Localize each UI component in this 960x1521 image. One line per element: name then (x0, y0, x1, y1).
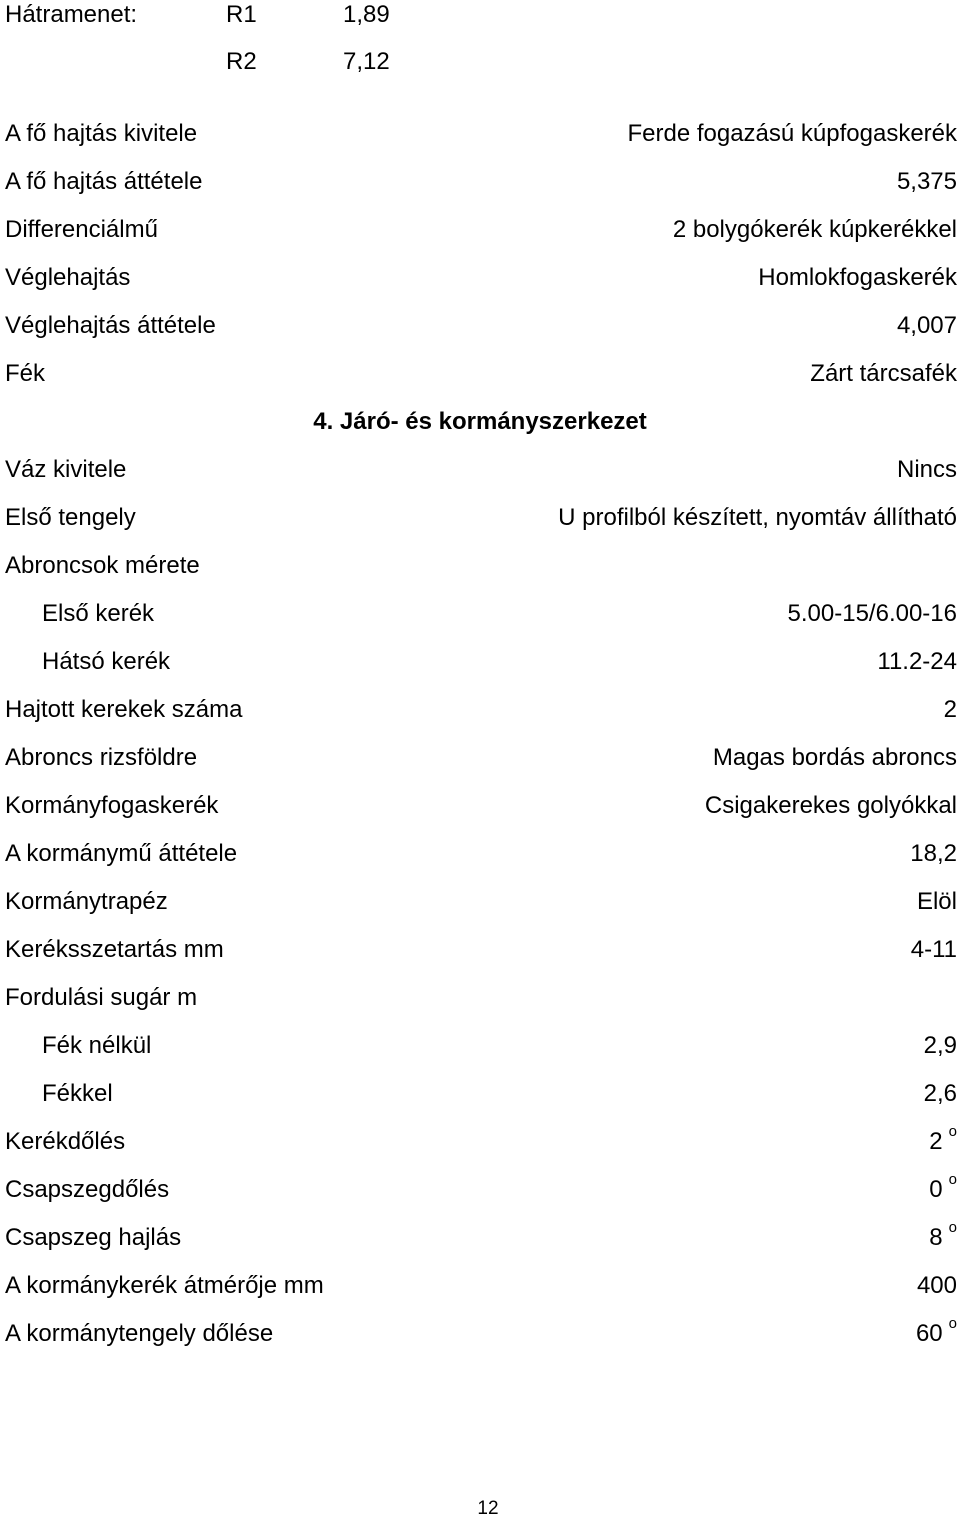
spec-row (0, 647, 960, 677)
spec-value: 2 (943, 696, 957, 723)
spec-row (0, 1271, 960, 1301)
spec-label: Hajtott kerekek száma (5, 696, 243, 723)
reverse-gear-r1-value: 1,89 (343, 1, 390, 28)
spec-value: Csigakerekes golyókkal (704, 792, 957, 819)
spec-value: 2 bolygókerék kúpkerékkel (672, 216, 957, 243)
page-number: 12 (477, 1498, 499, 1519)
spec-row (0, 167, 960, 197)
spec-value: 4,007 (896, 312, 957, 339)
spec-row (0, 119, 960, 149)
spec-row (0, 1315, 960, 1349)
spec-row (0, 1031, 960, 1061)
spec-label: Váz kivitele (5, 456, 127, 483)
spec-row (0, 215, 960, 245)
spec-label: Véglehajtás (5, 264, 131, 291)
angle-value: 2 (929, 1128, 943, 1155)
spec-label: Első tengely (5, 504, 136, 531)
spec-row (0, 263, 960, 293)
spec-label: Kormánytrapéz (5, 888, 168, 915)
spec-value: 18,2 (910, 840, 957, 867)
spec-label: A kormánykerék átmérője mm (5, 1272, 324, 1299)
spec-value (929, 1171, 957, 1205)
reverse-gear-row-1 (0, 0, 960, 30)
angle-value: 0 (929, 1176, 943, 1203)
spec-label: Keréksszetartás mm (5, 936, 224, 963)
spec-row (0, 887, 960, 917)
degree-mark: o (948, 1315, 957, 1332)
spec-row (0, 551, 960, 581)
spec-label: A fő hajtás kivitele (5, 120, 198, 147)
spec-value: 5,375 (896, 168, 957, 195)
spec-label: A fő hajtás áttétele (5, 168, 203, 195)
spec-row (0, 983, 960, 1013)
spec-value: 4-11 (910, 936, 957, 963)
spec-label: Első kerék (42, 600, 155, 627)
spec-value: Homlokfogaskerék (758, 264, 957, 291)
spec-row (0, 791, 960, 821)
spec-label: Fék (5, 360, 46, 387)
spec-label: Kormányfogaskerék (5, 792, 219, 819)
spec-row (0, 311, 960, 341)
spec-label: Abroncsok mérete (5, 552, 200, 579)
spec-row (0, 743, 960, 773)
spec-label: Kerékdőlés (5, 1128, 126, 1155)
spec-label: Fékkel (42, 1080, 113, 1107)
angle-value: 8 (929, 1224, 943, 1251)
reverse-gear-r2-label: R2 (226, 48, 257, 75)
spec-row (0, 1123, 960, 1157)
spec-row (0, 695, 960, 725)
spec-label: Csapszegdőlés (5, 1176, 170, 1203)
spec-label: Fordulási sugár m (5, 984, 198, 1011)
reverse-gear-r1-label: R1 (226, 1, 257, 28)
spec-value: 11.2-24 (877, 648, 957, 675)
spec-value: Elöl (916, 888, 957, 915)
section-heading-row (0, 407, 960, 437)
spec-row (0, 455, 960, 485)
spec-row (0, 599, 960, 629)
spec-row (0, 1171, 960, 1205)
section-heading: 4. Járó- és kormányszerkezet (313, 408, 647, 435)
degree-mark: o (948, 1123, 957, 1140)
spec-row (0, 1079, 960, 1109)
spec-value: Magas bordás abroncs (712, 744, 957, 771)
spec-row (0, 503, 960, 533)
spec-value: Zárt tárcsafék (810, 360, 957, 387)
spec-label: Abroncs rizsföldre (5, 744, 198, 771)
spec-value (929, 1219, 957, 1253)
spec-row (0, 839, 960, 869)
spec-label: Fék nélkül (42, 1032, 152, 1059)
spec-row (0, 935, 960, 965)
reverse-gear-r2-value: 7,12 (343, 48, 390, 75)
reverse-gear-label: Hátramenet: (5, 1, 138, 28)
spec-row (0, 359, 960, 389)
spec-row (0, 1219, 960, 1253)
spec-value: 2,6 (923, 1080, 957, 1107)
spec-value: 400 (916, 1272, 957, 1299)
spec-label: Differenciálmű (5, 216, 158, 243)
spec-label: Csapszeg hajlás (5, 1224, 182, 1251)
spec-value: 5.00-15/6.00-16 (787, 600, 957, 627)
spec-label: A kormánytengely dőlése (5, 1320, 274, 1347)
reverse-gear-row-2 (0, 47, 960, 77)
degree-mark: o (948, 1219, 957, 1236)
spec-value: 2,9 (923, 1032, 957, 1059)
spec-value (915, 1315, 957, 1349)
spec-label: Hátsó kerék (42, 648, 171, 675)
degree-mark: o (948, 1171, 957, 1188)
spec-value: Ferde fogazású kúpfogaskerék (627, 120, 957, 147)
angle-value: 60 (915, 1320, 943, 1347)
spec-value (929, 1123, 957, 1157)
spec-label: A kormánymű áttétele (5, 840, 238, 867)
spec-value: U profilból készített, nyomtáv állítható (558, 504, 957, 531)
spec-label: Véglehajtás áttétele (5, 312, 216, 339)
spec-value: Nincs (896, 456, 957, 483)
